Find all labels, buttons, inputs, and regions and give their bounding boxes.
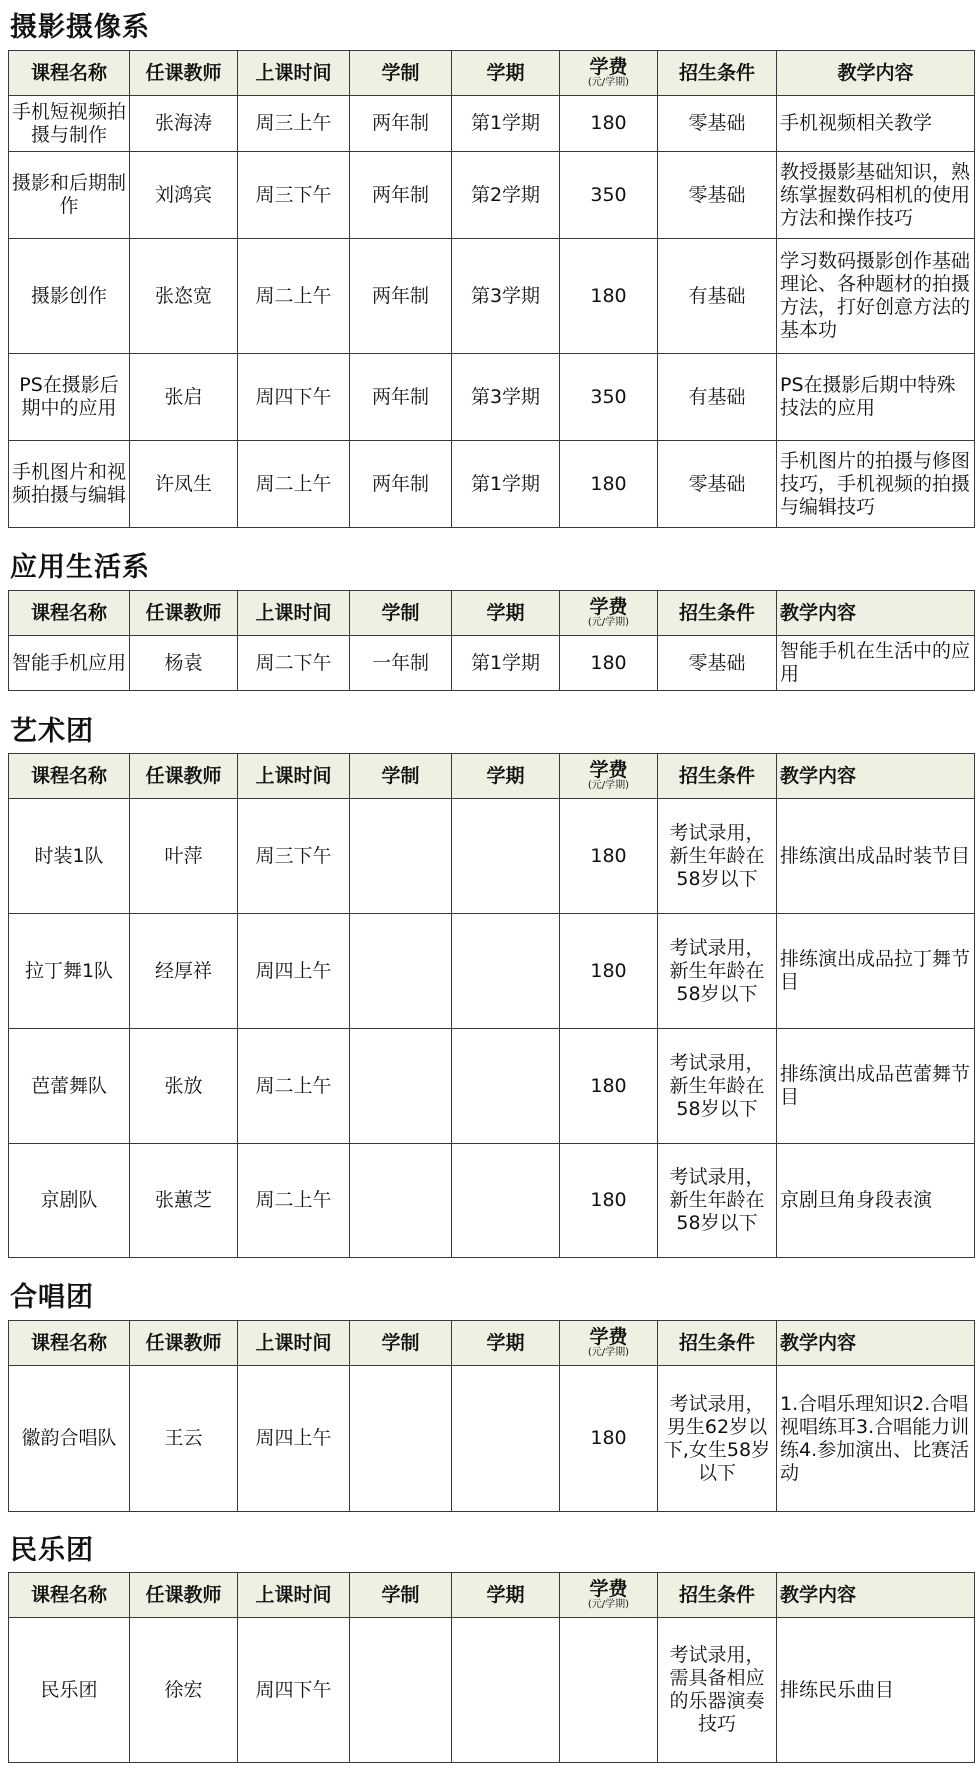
fee-label: 学费 [589,596,628,618]
header-time: 上课时间 [238,1573,350,1618]
header-req: 招生条件 [658,1573,777,1618]
requirement: 考试录用，新生年龄在58岁以下 [658,1029,777,1144]
fee: 180 [560,1366,658,1512]
header-time: 上课时间 [238,1321,350,1366]
table-row [9,152,975,239]
class-time: 周二下午 [238,636,350,691]
header-row [9,1573,975,1618]
header-term: 学期 [452,754,560,799]
teacher: 徐宏 [130,1618,238,1763]
content: 手机视频相关教学 [777,96,975,152]
fee: 180 [560,1029,658,1144]
term [452,914,560,1029]
requirement: 考试录用，新生年龄在58岁以下 [658,799,777,914]
header-content: 教学内容 [777,1321,975,1366]
teacher: 刘鸿宾 [130,152,238,239]
header-teacher: 任课教师 [130,1321,238,1366]
header-teacher: 任课教师 [130,1573,238,1618]
teacher: 叶萍 [130,799,238,914]
fee-label: 学费 [589,56,628,78]
header-row [9,591,975,636]
system: 两年制 [350,354,452,441]
header-req: 招生条件 [658,754,777,799]
system: 两年制 [350,96,452,152]
header-fee [560,1321,658,1366]
system: 两年制 [350,239,452,354]
header-content: 教学内容 [777,51,975,96]
table-row [9,239,975,354]
course-name: 智能手机应用 [9,636,130,691]
teacher: 张启 [130,354,238,441]
teacher: 张海涛 [130,96,238,152]
header-course: 课程名称 [9,754,130,799]
term: 第1学期 [452,636,560,691]
system [350,1144,452,1258]
course-table [8,50,975,528]
header-row [9,51,975,96]
header-term: 学期 [452,1321,560,1366]
header-fee [560,1573,658,1618]
fee [560,1618,658,1763]
section-title: 艺术团 [10,716,94,747]
table-row [9,1618,975,1763]
content: 智能手机在生活中的应用 [777,636,975,691]
header-fee [560,51,658,96]
requirement: 有基础 [658,239,777,354]
header-system: 学制 [350,591,452,636]
term [452,1366,560,1512]
header-req: 招生条件 [658,591,777,636]
header-content: 教学内容 [777,754,975,799]
section-title: 民乐团 [10,1535,94,1566]
system [350,1366,452,1512]
content: PS在摄影后期中特殊技法的应用 [777,354,975,441]
teacher: 张恣宽 [130,239,238,354]
class-time: 周四上午 [238,914,350,1029]
system [350,799,452,914]
header-fee [560,591,658,636]
course-name: 时装1队 [9,799,130,914]
class-time: 周二上午 [238,239,350,354]
fee-unit: (元/学期) [587,780,630,791]
requirement: 零基础 [658,636,777,691]
course-name: 京剧队 [9,1144,130,1258]
header-time: 上课时间 [238,591,350,636]
class-time: 周三上午 [238,96,350,152]
teacher: 张放 [130,1029,238,1144]
fee: 180 [560,914,658,1029]
fee: 350 [560,152,658,239]
content: 教授摄影基础知识，熟练掌握数码相机的使用方法和操作技巧 [777,152,975,239]
fee-label: 学费 [589,1578,628,1600]
header-course: 课程名称 [9,1321,130,1366]
course-name: 摄影创作 [9,239,130,354]
header-teacher: 任课教师 [130,754,238,799]
header-teacher: 任课教师 [130,51,238,96]
term: 第1学期 [452,441,560,528]
term [452,799,560,914]
section-title: 摄影摄像系 [10,12,150,43]
header-row [9,754,975,799]
course-table [8,753,975,1258]
table-row [9,914,975,1029]
header-system: 学制 [350,51,452,96]
header-req: 招生条件 [658,1321,777,1366]
class-time: 周二上午 [238,1144,350,1258]
class-time: 周四上午 [238,1366,350,1512]
course-table [8,590,975,691]
header-system: 学制 [350,754,452,799]
course-name: PS在摄影后期中的应用 [9,354,130,441]
table-row [9,1366,975,1512]
term: 第3学期 [452,239,560,354]
content: 排练民乐曲目 [777,1618,975,1763]
class-time: 周二上午 [238,1029,350,1144]
teacher: 杨袁 [130,636,238,691]
fee: 180 [560,441,658,528]
requirement: 有基础 [658,354,777,441]
course-name: 拉丁舞1队 [9,914,130,1029]
header-course: 课程名称 [9,1573,130,1618]
table-row [9,1029,975,1144]
class-time: 周三下午 [238,799,350,914]
content: 京剧旦角身段表演 [777,1144,975,1258]
course-name: 手机短视频拍摄与制作 [9,96,130,152]
term [452,1029,560,1144]
section-title: 应用生活系 [10,552,150,583]
content: 排练演出成品时装节目 [777,799,975,914]
course-name: 芭蕾舞队 [9,1029,130,1144]
requirement: 零基础 [658,96,777,152]
header-term: 学期 [452,51,560,96]
requirement: 考试录用，男生62岁以下,女生58岁以下 [658,1366,777,1512]
teacher: 许凤生 [130,441,238,528]
fee: 180 [560,96,658,152]
header-req: 招生条件 [658,51,777,96]
system [350,1029,452,1144]
fee-label: 学费 [589,759,628,781]
header-time: 上课时间 [238,754,350,799]
course-table [8,1572,975,1763]
course-name: 手机图片和视频拍摄与编辑 [9,441,130,528]
term [452,1618,560,1763]
header-course: 课程名称 [9,591,130,636]
fee-unit: (元/学期) [587,617,630,628]
table-row [9,799,975,914]
table-row [9,441,975,528]
table-row [9,1144,975,1258]
table-row [9,96,975,152]
term: 第2学期 [452,152,560,239]
requirement: 零基础 [658,152,777,239]
table-row [9,636,975,691]
header-row [9,1321,975,1366]
class-time: 周四下午 [238,1618,350,1763]
class-time: 周三下午 [238,152,350,239]
fee-label: 学费 [589,1326,628,1348]
system: 两年制 [350,441,452,528]
header-teacher: 任课教师 [130,591,238,636]
system [350,914,452,1029]
header-term: 学期 [452,1573,560,1618]
course-name: 摄影和后期制作 [9,152,130,239]
content: 排练演出成品拉丁舞节目 [777,914,975,1029]
fee-unit: (元/学期) [587,77,630,88]
fee: 350 [560,354,658,441]
requirement: 考试录用，新生年龄在58岁以下 [658,914,777,1029]
header-time: 上课时间 [238,51,350,96]
section-title: 合唱团 [10,1282,94,1313]
fee: 180 [560,1144,658,1258]
fee: 180 [560,239,658,354]
course-name: 民乐团 [9,1618,130,1763]
content: 排练演出成品芭蕾舞节目 [777,1029,975,1144]
header-system: 学制 [350,1573,452,1618]
term: 第1学期 [452,96,560,152]
header-course: 课程名称 [9,51,130,96]
header-term: 学期 [452,591,560,636]
header-content: 教学内容 [777,1573,975,1618]
content: 手机图片的拍摄与修图技巧，手机视频的拍摄与编辑技巧 [777,441,975,528]
term [452,1144,560,1258]
fee-unit: (元/学期) [587,1599,630,1610]
fee: 180 [560,799,658,914]
fee: 180 [560,636,658,691]
teacher: 张蕙芝 [130,1144,238,1258]
course-name: 徽韵合唱队 [9,1366,130,1512]
class-time: 周二上午 [238,441,350,528]
term: 第3学期 [452,354,560,441]
requirement: 考试录用，需具备相应的乐器演奏技巧 [658,1618,777,1763]
system: 一年制 [350,636,452,691]
header-content: 教学内容 [777,591,975,636]
class-time: 周四下午 [238,354,350,441]
system: 两年制 [350,152,452,239]
content: 1.合唱乐理知识2.合唱视唱练耳3.合唱能力训练4.参加演出、比赛活动 [777,1366,975,1512]
table-row [9,354,975,441]
teacher: 王云 [130,1366,238,1512]
header-fee [560,754,658,799]
content: 学习数码摄影创作基础理论、各种题材的拍摄方法，打好创意方法的基本功 [777,239,975,354]
requirement: 零基础 [658,441,777,528]
course-table [8,1320,975,1512]
system [350,1618,452,1763]
teacher: 经厚祥 [130,914,238,1029]
requirement: 考试录用，新生年龄在58岁以下 [658,1144,777,1258]
header-system: 学制 [350,1321,452,1366]
fee-unit: (元/学期) [587,1347,630,1358]
